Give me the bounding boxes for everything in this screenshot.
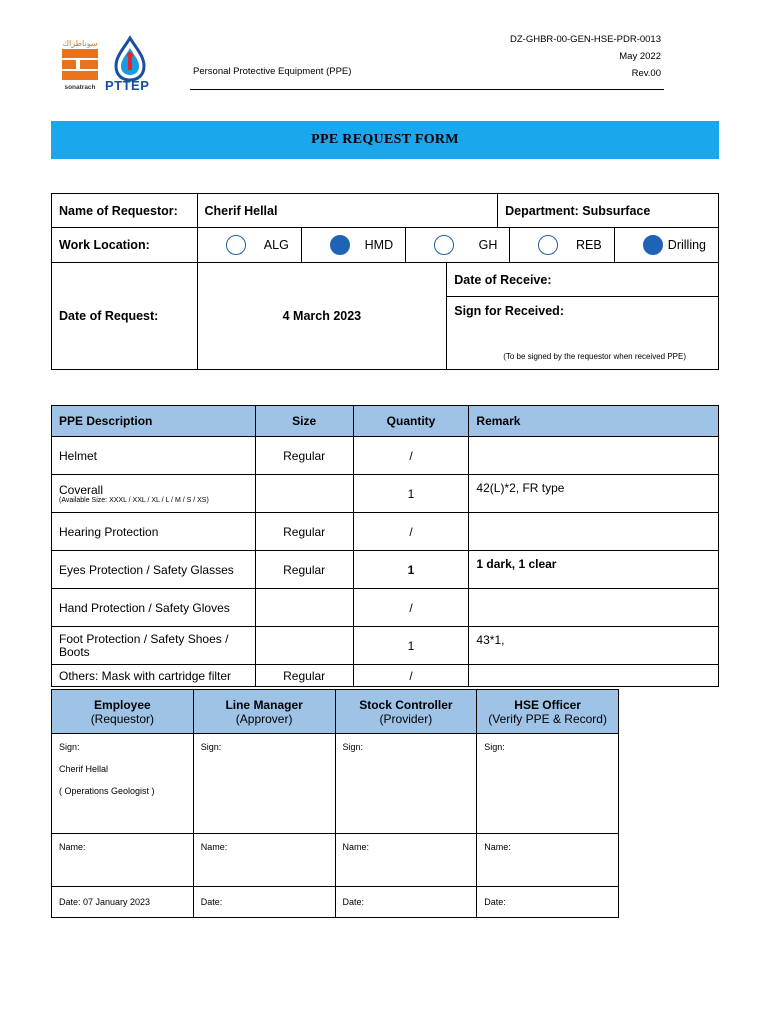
hse-officer-name-cell[interactable]: [477, 834, 619, 887]
signer-position: ( Operations Geologist ): [59, 786, 155, 796]
requestor-name-value[interactable]: Cherif Hellal: [197, 194, 498, 228]
radio-gh[interactable]: [434, 235, 454, 255]
name-label: Name:: [59, 842, 86, 852]
ppe-size[interactable]: Regular: [255, 513, 353, 551]
table-row: [52, 475, 719, 513]
signature-header-stock-controller: [335, 690, 477, 734]
line-manager-date-cell[interactable]: [193, 887, 335, 918]
signature-header-line-manager: [193, 690, 335, 734]
document-date: May 2022: [619, 51, 661, 62]
line-manager-sign-cell[interactable]: [193, 734, 335, 834]
role-subtitle: (Provider): [379, 711, 433, 726]
role-subtitle: (Requestor): [90, 711, 155, 726]
pttep-logo: [104, 34, 176, 92]
ppe-remark[interactable]: 1 dark, 1 clear: [469, 551, 719, 589]
location-option-gh[interactable]: [406, 228, 510, 262]
hse-officer-date-cell[interactable]: [477, 887, 619, 918]
sign-received-field[interactable]: [447, 297, 719, 370]
ppe-size[interactable]: [255, 475, 353, 513]
ppe-remark[interactable]: [469, 437, 719, 475]
ppe-quantity[interactable]: /: [353, 589, 469, 627]
requestor-table: [51, 193, 719, 370]
date-label: Date: 07 January 2023: [59, 897, 151, 907]
table-row: [52, 665, 719, 687]
table-row: [52, 627, 719, 665]
ppe-remark[interactable]: 43*1,: [469, 627, 719, 665]
ppe-remark[interactable]: [469, 513, 719, 551]
ppe-description: Others: Mask with cartridge filter: [52, 665, 256, 687]
ppe-quantity[interactable]: /: [353, 437, 469, 475]
column-header-remark: Remark: [469, 406, 719, 437]
role-title: Line Manager: [225, 697, 303, 712]
ppe-description: Hearing Protection: [52, 513, 256, 551]
ppe-description: Helmet: [52, 437, 256, 475]
table-row: [52, 589, 719, 627]
ppe-size[interactable]: Regular: [255, 551, 353, 589]
sonatrach-logo: [58, 36, 102, 92]
location-option-drilling[interactable]: [615, 228, 718, 262]
radio-drilling[interactable]: [643, 235, 663, 255]
location-label-reb: REB: [576, 238, 602, 252]
sonatrach-logo-text: sonatrach: [64, 84, 96, 91]
table-row: [52, 437, 719, 475]
ppe-remark[interactable]: [469, 665, 719, 687]
sign-label: Sign:: [484, 742, 505, 752]
date-label: Date:: [342, 897, 365, 907]
line-manager-name-cell[interactable]: [193, 834, 335, 887]
location-label-alg: ALG: [263, 238, 289, 252]
location-option-hmd[interactable]: [302, 228, 406, 262]
requestor-name-label: Name of Requestor:: [52, 194, 198, 228]
work-location-label: Work Location:: [52, 228, 198, 263]
ppe-quantity[interactable]: 1: [353, 475, 469, 513]
date-label: Date:: [200, 897, 223, 907]
pttep-logo-text: PTTEP: [105, 78, 150, 92]
location-option-reb[interactable]: [510, 228, 614, 262]
ppe-description: Coverall: [59, 483, 104, 497]
document-subject: Personal Protective Equipment (PPE): [193, 66, 352, 77]
employee-date-cell[interactable]: [52, 887, 194, 918]
location-option-alg[interactable]: [198, 228, 302, 262]
form-title: PPE REQUEST FORM: [311, 132, 459, 147]
name-label: Name:: [484, 842, 511, 852]
stock-controller-sign-cell[interactable]: [335, 734, 477, 834]
role-subtitle: (Approver): [235, 711, 293, 726]
header-divider: [190, 89, 664, 90]
document-number: DZ-GHBR-00-GEN-HSE-PDR-0013: [510, 34, 661, 45]
name-label: Name:: [342, 842, 370, 852]
ppe-remark[interactable]: 42(L)*2, FR type: [469, 475, 719, 513]
location-label-hmd: HMD: [364, 238, 394, 252]
signature-table: [51, 689, 619, 918]
ppe-description: Hand Protection / Safety Gloves: [52, 589, 256, 627]
ppe-size[interactable]: [255, 589, 353, 627]
ppe-size[interactable]: [255, 627, 353, 665]
role-title: Employee: [94, 697, 151, 712]
ppe-description-cell: [52, 475, 256, 513]
ppe-quantity[interactable]: /: [353, 513, 469, 551]
sonatrach-arabic-text: سوناطراك: [62, 39, 98, 48]
date-label: Date:: [484, 897, 506, 907]
signature-header-employee: [52, 690, 194, 734]
form-title-band: [51, 121, 719, 159]
ppe-size[interactable]: Regular: [255, 665, 353, 687]
sign-label: Sign:: [200, 742, 222, 752]
sign-label: Sign:: [342, 742, 364, 752]
sign-label: Sign:: [59, 742, 80, 752]
ppe-description: Eyes Protection / Safety Glasses: [52, 551, 256, 589]
ppe-items-table: [51, 405, 719, 687]
ppe-quantity[interactable]: 1: [353, 627, 469, 665]
location-label-gh: GH: [478, 238, 498, 252]
table-row: [52, 513, 719, 551]
hse-officer-sign-cell[interactable]: [477, 734, 619, 834]
ppe-remark[interactable]: [469, 589, 719, 627]
role-subtitle: (Verify PPE & Record): [488, 711, 607, 726]
name-label: Name:: [200, 842, 228, 852]
document-revision: Rev.00: [631, 68, 661, 79]
signature-header-hse-officer: [477, 690, 619, 734]
radio-alg[interactable]: [226, 235, 246, 255]
column-header-quantity: Quantity: [353, 406, 469, 437]
column-header-size: Size: [255, 406, 353, 437]
ppe-available-sizes: (Available Size: XXXL / XXL / XL / L / M / S / XS): [59, 497, 209, 504]
ppe-description: Foot Protection / Safety Shoes / Boots: [52, 627, 256, 665]
table-row: [52, 551, 719, 589]
role-title: Stock Controller: [359, 697, 453, 712]
employee-sign-cell[interactable]: [52, 734, 194, 834]
department-field[interactable]: Department: Subsurface: [498, 194, 719, 228]
date-request-label: Date of Request:: [52, 263, 198, 370]
stock-controller-name-cell[interactable]: [335, 834, 477, 887]
radio-reb[interactable]: [538, 235, 558, 255]
work-location-options: [197, 228, 718, 263]
radio-hmd[interactable]: [330, 235, 350, 255]
sign-received-label: Sign for Received:: [454, 304, 564, 318]
ppe-quantity[interactable]: /: [353, 665, 469, 687]
location-label-drilling: Drilling: [667, 238, 706, 252]
ppe-size[interactable]: Regular: [255, 437, 353, 475]
stock-controller-date-cell[interactable]: [335, 887, 477, 918]
signer-name: Cherif Hellal: [59, 764, 109, 774]
ppe-quantity[interactable]: 1: [353, 551, 469, 589]
sign-received-note: (To be signed by the requestor when received PPE): [503, 352, 686, 361]
date-receive-field[interactable]: Date of Receive:: [447, 263, 719, 297]
role-title: HSE Officer: [514, 697, 581, 712]
employee-name-cell[interactable]: [52, 834, 194, 887]
column-header-description: PPE Description: [52, 406, 256, 437]
date-request-value[interactable]: 4 March 2023: [197, 263, 447, 370]
